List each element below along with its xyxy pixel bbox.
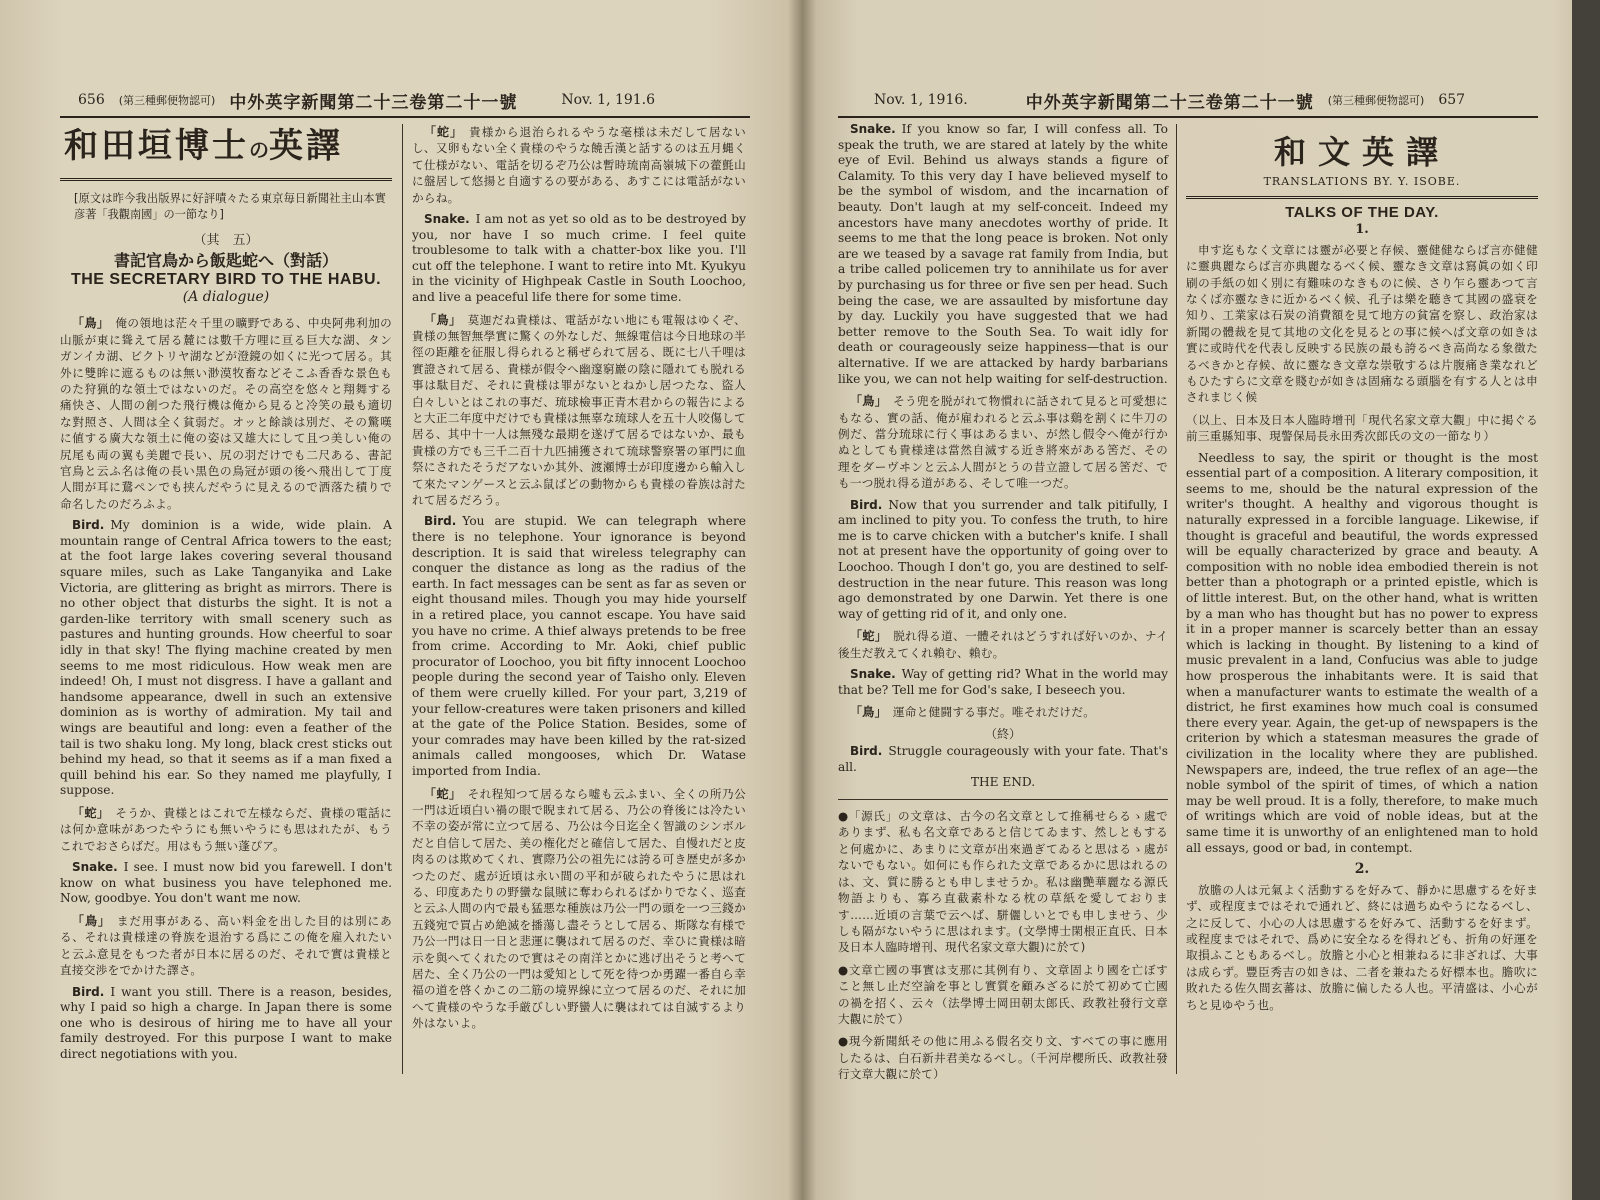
postal-permit: (第三種郵便物認可) [1327, 94, 1425, 107]
left-running-header [78, 86, 669, 114]
section-title: 和文英譯 [1273, 133, 1450, 171]
right-column-2 [1186, 124, 1538, 1019]
speaker-label: 「鳥」 [850, 705, 887, 720]
line-text: それ程知つて居るなら嘘も云ふまい、全くの所乃公一門は近頃白い禍の眼で睨まれて居る、乃公の脊後には冷たい不幸の姿が常に立つて居る、乃公は今日迄全く智識のシンボルだと自信して居た、美の権化だと確信して居た、自慢れだと皮肉るのは欺めてくれ、實際乃公の祖先には誇る可き歴史が多かつたのだ、處が近頃は永い間の平和が破られたやうに思はれる、印度あたりの野蠻な鼠賊に奪わられるばかりでなく、巡査と云ふ人間の内で最も猛悪な種族は乃公一門の頭を一つ三錢か五錢宛で買占め絶滅を播蕩し盡そうとして居る、斯隊な有様で乃公一門は日一日と悲運に襲はれて居るのだ、幸ひに貴様は暗示を與へてくれたので實はその南洋とかに逃げ出そうと考へて居た、全く乃公の一門は愛知として死を待つか勇躍一番自ら幸福の道を啓くかこの二筋の境界線に立つて居るのだ、それに加へて貴様のやうな手厳びしい野蠻人に襲はれては自滅するより外はないよ。 [412, 786, 747, 1031]
jp-passage: 申す迄もなく文章には靈が必要と存候、靈健健ならば言亦健健に靈典麗ならば言亦典麗なるべく候、靈なき文章は寫眞の如く印刷の手紙の如く別に有難味のなきものに候、さり乍ら靈あつて言なくば亦靈なきに近かるべく候、孔子は樂を聽きて其國の盛衰を知り、工業家は石炭の消費額を見て地方の貧富を察し、政治家は新聞の體裁を見て其地の文化を見るとの事に候へば文章の如きは實に或時代を代表し反映する民族の最も誇るべき高尚なる象徴たるべきかと存候、故に靈なき文章な崇敬するは片腹痛き業なれどもひたすらに文章を賤むが如きは固痛なる頭腦を有する人とは申されまじく候 [1186, 242, 1538, 405]
title-rule [60, 178, 392, 181]
dialogue-line [838, 704, 1168, 720]
byline: TRANSLATIONS BY. Y. ISOBE. [1263, 175, 1461, 188]
header-rule [838, 116, 1538, 118]
line-text: 運命と健闘する事だ。唯それだけだ。 [892, 705, 1096, 720]
page-number: 656 [78, 92, 105, 108]
end-mark: THE END. [970, 775, 1036, 790]
line-text: Now that you surrender and talk pitifully, I am inclined to pity you. To confess the truth, to hire me is to carve chicken with a butcher's knife. I shall not at present have the opportunity of going over to Loochoo. Though I don't go, you are destined to self-destruction in the near future. This reason was long ago demonstrated by one Darwin. Yet there is one way of getting rid of it, and only one. [838, 497, 1168, 621]
speaker-label: Snake. [850, 667, 896, 682]
speaker-label: Bird. [72, 518, 105, 533]
section-heading: TALKS OF THE DAY. [1285, 203, 1439, 221]
speaker-label: Snake. [850, 122, 896, 136]
dialogue-line [838, 744, 1168, 775]
dialogue-line [838, 628, 1168, 661]
right-running-header [874, 86, 1479, 114]
speaker-label: Bird. [424, 514, 457, 529]
line-text: I want you still. There is a reason, besides, why I paid so high a charge. In Japan there is some one who is desirous of hiring me to have all your family destroyed. For this purpose I want to make direct negotiations with you. [60, 984, 392, 1061]
notes-list [838, 808, 1168, 1083]
speaker-label: 「鳥」 [424, 312, 462, 327]
jp-subtitle: 書記官鳥から飯匙蛇へ（對話） [113, 250, 338, 270]
speaker-label: 「鳥」 [72, 913, 111, 928]
dialogue-line [60, 913, 392, 979]
speaker-label: 「蛇」 [424, 125, 464, 139]
column-divider [1176, 124, 1177, 1074]
line-text: Struggle courageously with your fate. That's all. [838, 744, 1168, 774]
line-text: You are stupid. We can telegraph where there is no telephone. Your ignorance is beyond description. It is said that wireless telegraphy can conquer the distance as long as the radius of the earth. In fact messages can be sent as far as seven or eight thousand miles. Though you may hide yourself in a retired place, you cannot escape. You have said you have no crime. A thief always pretends to be free from crime. According to Mr. Aoki, chief public procurator of Loochoo, you bit fifty innocent Loochoo people during the second year of Taisho only. Eleven of them were cruelly killed. For your part, 3,219 of your fellow-creatures were taken prisoners and killed at the gate of the Police Station. Besides, some of your comrades may have been killed by the rat-sized animals called mongooses, which Dr. Watase imported from India. [412, 514, 746, 778]
dialogue-line [412, 124, 746, 206]
line-text: If you know so far, I will confess all. To speak the truth, we are stared at lately by the white eye of Evil. Behind us always stands a figure of Calamity. To this very day I have believed myself to be the symbol of wisdom, and the incarnation of beauty. Don't laugh at my self-conceit. Indeed my ancestors have many anecdotes worthy of pride. It seems to me that the long peace is broken. Not only are we teased by a savage rat family from India, but a tribe called policemen try to annihilate us for aver by purchasing us for three or five sen per head. Such being the case, we are assaulted by misfortune day by day. Luckily you have suggested that we had better remove to the South Sea. To wait idly for death or courageously seize happiness—that is our alternative. If we are attacked by hardy barbarians like you, we can not help waiting for self-destruction. [838, 122, 1168, 386]
line-text: My dominion is a wide, wide plain. A mountain range of Central Africa towers to the east; at the foot large lakes covering several thousand square miles, such as Lake Tanganyika and Lake Victoria, are glittering as bright as mirrors. There is no other object that disturbs the sight. It is not a garden-like territory with small scenery such as pastures and hunting grounds. How cheerful to soar idly in that sky! The flying machine created by men seems to me most ridiculous. How weak men are indeed! Oh, I must not disgress. I have a gallant and handsome appearance, dwell in such an extensive dominion as is worthy of admiration. My tail and wings are beautiful and long: even a feather of the tail is two shaku long. My long, black crest sticks out behind my head, so that it seems as if a man fixed a quill behind his ear. So they named me playfully, I suppose. [60, 518, 392, 798]
speaker-label: 「鳥」 [850, 394, 888, 409]
article-title: 和田垣博士の英譯 [64, 126, 343, 166]
dialogue-list [838, 122, 1168, 721]
speaker-label: Bird. [850, 497, 883, 512]
dialogue-line [838, 498, 1168, 623]
dialogue-list [60, 315, 392, 1062]
dialogue-line [838, 667, 1168, 698]
book-binding-edge [1572, 0, 1600, 1200]
item-number: 1. [1355, 222, 1369, 238]
speaker-label: 「蛇」 [72, 805, 110, 820]
dialogue-line [60, 985, 392, 1063]
line-text: I am not as yet so old as to be destroyed by you, nor have I so much crime. I feel quite troublesome to talk with a chatter-box like you. I'll cut off the telephone. I want to retire into Mt. Kyukyu in the vicinity of Highpeak Castle in South Loochoo, and live a peaceful life there for some time. [412, 212, 746, 304]
title-rule [1186, 196, 1538, 199]
book-gutter [788, 0, 816, 1200]
left-column-2 [412, 124, 746, 1038]
dialogue-list [412, 124, 746, 1032]
dialogue-line [412, 212, 746, 306]
notes-rule [838, 799, 1168, 800]
line-text: そうか、貴様とはこれで左様ならだ、貴様の電話には何か意味があつたやうにも無いやうにも思はれたが、もうこれでおさらばだ。用はもう無い蓬ぴア。 [60, 805, 392, 853]
en-passage: Needless to say, the spirit or thought is the most essential part of a composition. A literary composition, it seems to me, should be the natural expression of the writer's thought. A healthy and vigorous thought is naturally expressed in a forcible language. Likewise, if thought is graceful and beautiful, the words expressed will be equally characterized by grace and beauty. A composition with no noble idea embodied therein is not better than a photograph or a printed epistle, which is of little interest. But, on the other hand, what is written by a man who has thought but has no power to express it in a proper manner is scarcely better than an essay which is lacking in thought. By listening to a kind of music prevalent in a land, Confucius was able to judge how prosperous the inhabitants were. It is said that when a manufacturer wants to estimate the wealth of a district, he first examines how much coal is consumed there every year. Again, the get-up of newspapers is the criterion by which a statesman measures the grade of civilization in the locality where they are published. Newspapers are, indeed, the true reflex of an age—the noble symbol of the spirit of times, of which a nation may be well proud. It is a folly, therefore, to make much of writings which are void of noble ideas, but at the same time it is unworthy of an enlightened man to hold all essays, good or bad, in contempt. [1186, 450, 1538, 855]
source-note: [原文は昨今我出版界に好評嘖々たる東京毎日新聞社主山本實彦著「我觀南國」の一節なり] [74, 192, 386, 221]
speaker-label: Snake. [424, 212, 470, 227]
en-title: THE SECRETARY BIRD TO THE HABU. [70, 271, 382, 289]
speaker-label: 「蛇」 [424, 786, 462, 801]
line-text: 貴様から退治られるやうな毫様は未だして居ないし、又卵もない全く貴様のやうな饒舌漢と話するのは五月蝿くて仕様がない、電話を切るぞ乃公は暫時琉南高嶺城下の藿氈山に盤居して悠揚と自適するの要がある、あすこには電話がないからね。 [412, 125, 746, 205]
line-text: 莫迦だね貴様は、電話がない地にも電報はゆくぞ、貴様の無智無學實に驚くの外なしだ、無線電信は今日地球の半徑の距離を征服し得られると稱ぜられて居る、既に七八千哩は實證されて居る、貴様が假令へ幽邃窮巖の陰に隱れても脱れる事は駄目だ、それに貴様は罪がないとねかし居つたな、盜人白々しいとはこれの事だ、琉球檢事正青木君からの報告によると大正二年度中だけでも貴様は無辜な琉球人を五十人咬傷して居る、其中十一人は無殘な最期を遂げて居るではないか、最も貴様の方でも三千二百十九匹捕獲されて琉球警察署の軍門に血祭にされたそうだアないか其外、渡瀬博士が印度邊から輸入して來たマンゲースと云ふ鼠ばどの動物からも貴様の眷族は討たれて居るだろう。 [412, 312, 746, 508]
jp-passage: 放膽の人は元氣よく活動するを好みて、靜かに思慮するを好まず、或程度まではそれで通れど、終には過ちぬやうになるべし、之に反して、小心の人は思慮するを好みて、活動するを好まず。或程度まではそれで、爲めに安全なるを得れども、折角の好運を取損ふこともあるべし。放膽と小心と相兼ねるに非ざれば、大事は成らず。豐臣秀吉の如きは、二者を兼ねたる好標本也。膽吹に敗れたる佐久間玄蕃は、放膽に偏したる人也。平清盛は、小心がちと見ゆやう也。 [1186, 882, 1538, 1012]
left-column-1 [60, 122, 392, 1069]
speaker-label: 「鳥」 [72, 316, 110, 331]
right-page [802, 0, 1600, 1200]
issue-date: Nov. 1, 1916. [874, 92, 968, 108]
note-item: ●「源氏」の文章は、古今の名文章として推稱せらるゝ處でありまず、私も名文章であると信じてゐます、然しともすると何處かに、あまりに文章が出來過ぎてゐると思はるゝ處がないでもない。如何にも作られた文章であるかに思はれるのは、文、質に勝るとも申しませうか。私は幽艷華麗なる源氏物語よりも、寡ろ直截素朴なる枕の草紙を愛しております……近頃の言葉で云へば、駢儷しいとでも申しませう、少しも隔がないやうに思はれます。(文學博士閑根正直氏、日本及日本人臨時增刊、現代名家文章大觀)に於て) [838, 809, 1168, 955]
page-number: 657 [1438, 92, 1466, 108]
line-text: Way of getting rid? What in the world may that be? Tell me for God's sake, I beseech you. [838, 667, 1168, 697]
header-rule [60, 116, 750, 118]
speaker-label: Snake. [72, 860, 118, 875]
dialogue-line [60, 860, 392, 907]
jp-source: （以上、日本及日本人臨時增刊「現代名家文章大觀」中に掲ぐる前三重縣知事、現警保局長永田秀次郎氏の文の一節なり） [1186, 412, 1538, 444]
note-item: ●現今新聞紙その他に用ふる假名交り文、すべての事に應用したるは、白石新井君美なるべし。（千河岸櫻所氏、政教社發行文章大觀に於て） [838, 1034, 1168, 1082]
speaker-label: 「蛇」 [850, 629, 888, 644]
item-number: 2. [1354, 861, 1370, 878]
dialogue-line [838, 393, 1168, 491]
journal-title: 中外英字新聞第二十三卷第二十一號 [1025, 92, 1314, 113]
journal-title: 中外英字新聞第二十三卷第二十一號 [229, 92, 518, 113]
line-text: 俺の領地は茫々千里の曠野である、中央阿弗利加の山脈が東に聳えて居る麓には數千方哩に亘る巨大な湖、タンガンイカ湖、ビクトリヤ湖などが澄鏡の如くに光つて居る。其外に雙眸に遮るものは無い渺漠牧畜などそこふ香香な景色ものた狩猟的な領土ではないのだ。その高空を悠々と翔舞する痛快さ、人間の創つた飛行機は俺から見ると冷笑の最も適切な對照さ、人間は全く貧弱だ。オッと餘談は別だ、その驚嘆に値する廣大な領土に俺の姿は又雄大にして且つ美しい俺の尻尾も両の翼も美麗で長い、尻の羽だけでも二尺ある、書記官鳥と云ふ名は俺の長い黒色の鳥冠が頭の後へ飛出して丁度人間が耳に鵞ペンでも挟んだやうに見えるので洒落た積りで命名したのだろふよ。 [60, 316, 392, 511]
dialogue-note: (A dialogue) [182, 288, 270, 305]
issue-date: Nov. 1, 191.6 [561, 92, 656, 108]
dialogue-line [412, 514, 746, 779]
column-divider [402, 124, 403, 1074]
dialogue-line [412, 312, 746, 509]
line-text: まだ用事がある、高い料金を出した目的は別にある、それは貴様達の脊族を退治する爲にこの俺を雇入れたいと云ふ意見をもつた者が日本に居るのだ、それで實は貴様と直接交渉をでかけた譯さ。 [60, 913, 392, 978]
dialogue-line [60, 805, 392, 854]
end-mark-jp: （終） [984, 726, 1021, 741]
line-text: I see. I must now bid you farewell. I don't know on what business you have telephoned me. Now, goodbye. You don't want me now. [60, 860, 392, 906]
line-text: そう兜を脱がれて物慣れに話されて見ると可愛想にもなる、實の話、俺が雇われると云ふ事は鷄を割くに牛刀の例だ、當分琉球に行く事はあるまい、が然し假令へ俺が行かぬとしても貴様達は當然自滅する近き將來がある筈だ、その理をダーヴヰンと云ふ人間がとうの昔立證して居る筈だ、でも一つ脱れ得る道がある、そして唯一つだ。 [838, 394, 1168, 491]
postal-permit: (第三種郵便物認可) [118, 94, 216, 107]
line-text: 脱れ得る道、一體それはどうすれば好いのか、ナイ後生だ教えてくれ賴む、賴む。 [838, 629, 1168, 660]
dialogue-line [60, 518, 392, 799]
speaker-label: Bird. [850, 744, 883, 759]
right-column-1 [838, 122, 1168, 1089]
note-item: ●文章亡國の事實は支那に其例有り、文章固より國を亡ぼすこと無し止だ空論を事とし實質を顧みざるに於て初めて亡國の禍を招く、云々（法學博士岡田朝太郎氏、政教社發行文章大觀に於て） [838, 962, 1168, 1026]
part-number: （其 五） [193, 233, 259, 248]
dialogue-line [60, 315, 392, 512]
speaker-label: Bird. [72, 984, 105, 999]
dialogue-line [412, 786, 746, 1032]
dialogue-line [838, 122, 1168, 387]
